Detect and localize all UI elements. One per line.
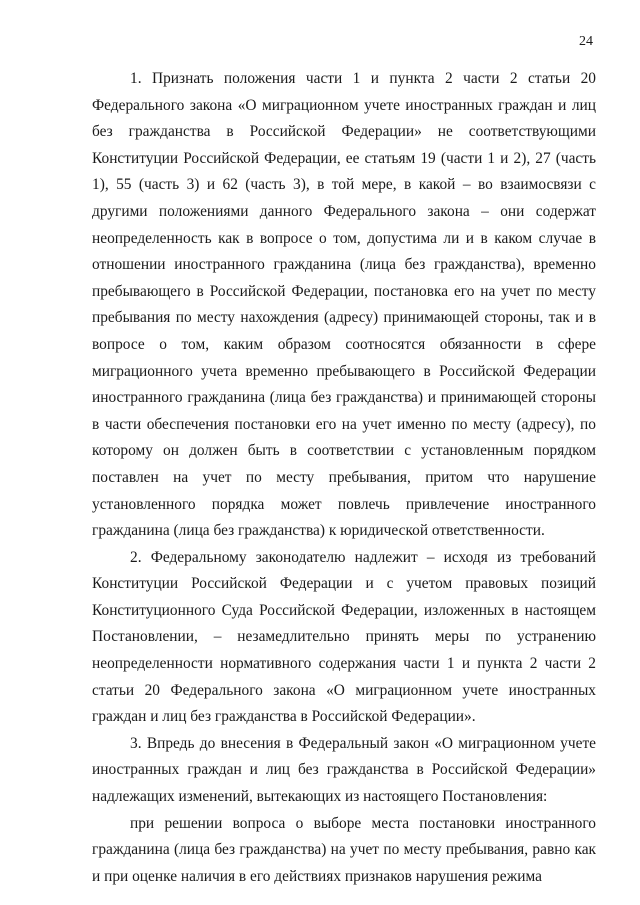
page-number: 24 bbox=[579, 34, 593, 49]
paragraph-4: при решении вопроса о выборе места постановки иностранного гражданина (лица без гражданства) на учет по месту пребывания, равно как и при оценке наличия в его действиях признаков нарушения режима bbox=[92, 814, 596, 885]
paragraph-1: 1. Признать положения части 1 и пункта 2 части 2 статьи 20 Федерального закона «О миграционном учете иностранных граждан и лиц без гражданства в Российской Федерации» не соответствующими Конституции Российской Федерации, ее статьям 19 (части 1 и 2), 27 (часть 1), 55 (часть 3) и 62 (часть 3), в той мере, в какой – во взаимосвязи с другими положениями данного Федерального закона – они содержат неопределенность как в вопросе о том, допустима ли и в каком случае в отношении иностранного гражданина (лица без гражданства), временно пребывающего в Российской Федерации, постановка его на учет по месту пребывания по месту нахождения (адресу) принимающей стороны, так и в вопросе о том, каким образом соотносятся обязанности в сфере миграционного учета временно пребывающего в Российской Федерации иностранного гражданина (лица без гражданства) и принимающей стороны в части обеспечения постановки его на учет именно по месту (адресу), по которому он должен быть в соответствии с установленным порядком поставлен на учет по месту пребывания, притом что нарушение установленного порядка может повлечь привлечение иностранного гражданина (лица без гражданства) к юридической ответственности. bbox=[92, 70, 596, 540]
document-body bbox=[92, 66, 596, 890]
paragraph-2: 2. Федеральному законодателю надлежит – исходя из требований Конституции Российской Федерации и с учетом правовых позиций Конституционного Суда Российской Федерации, изложенных в настоящем Постановлении, – незамедлительно принять меры по устранению неопределенности нормативного содержания части 1 и пункта 2 части 2 статьи 20 Федерального закона «О миграционном учете иностранных граждан и лиц без гражданства в Российской Федерации». bbox=[92, 548, 596, 726]
paragraph-3: 3. Впредь до внесения в Федеральный закон «О миграционном учете иностранных граждан и лиц без гражданства в Российской Федерации» надлежащих изменений, вытекающих из настоящего Постановления: bbox=[92, 734, 596, 806]
